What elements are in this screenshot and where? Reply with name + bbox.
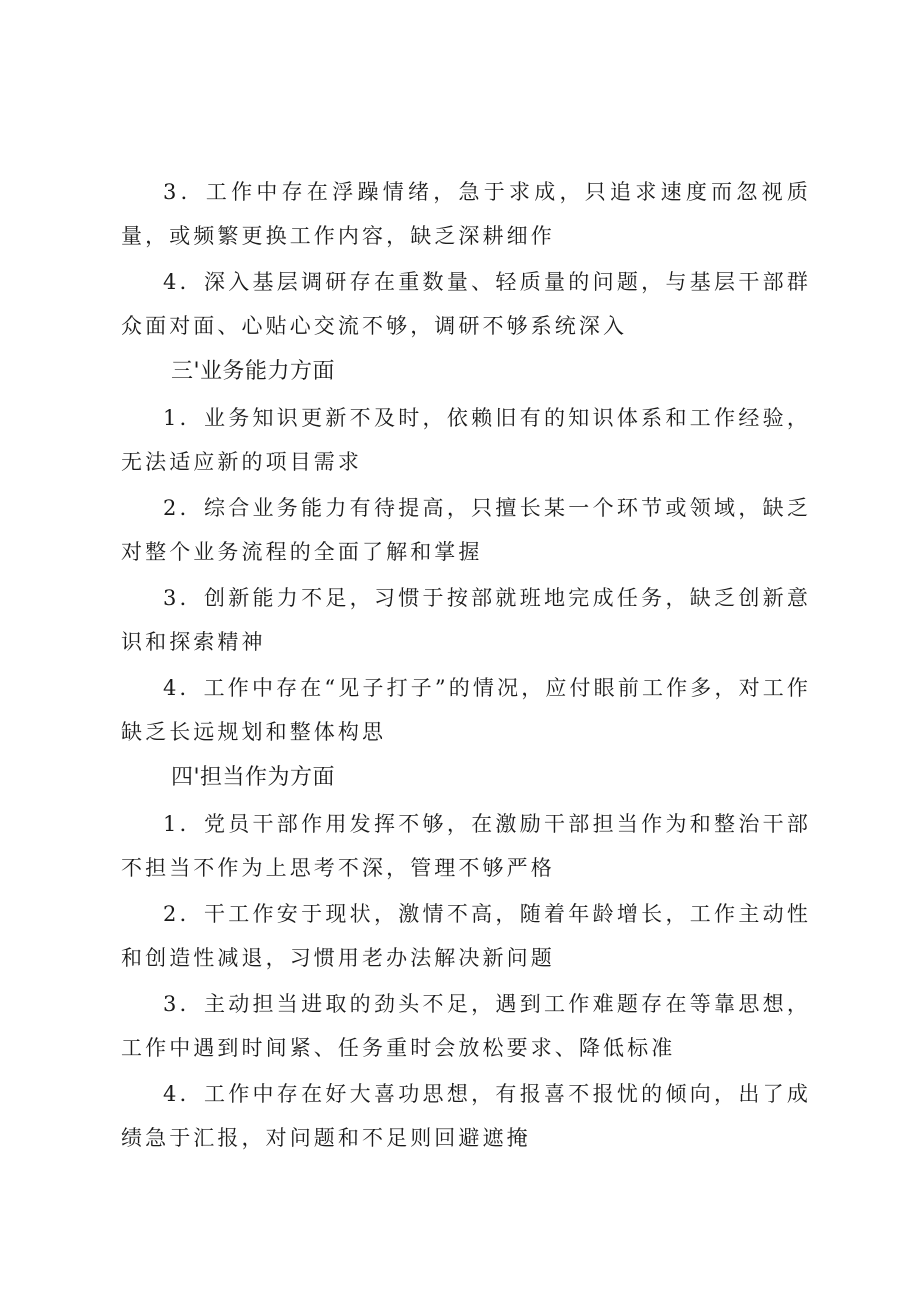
paragraph-item: 3．创新能力不足，习惯于按部就班地完成任务，缺乏创新意识和探索精神 (121, 586, 811, 654)
paragraph-item: 2．干工作安于现状，激情不高，随着年龄增长，工作主动性和创造性减退，习惯用老办法解决新问题 (121, 902, 811, 970)
paragraph-item: 4．工作中存在“见子打子”的情况，应付眼前工作多，对工作缺乏长远规划和整体构思 (121, 676, 811, 744)
document-body (121, 170, 811, 1162)
section-heading: 四'担当作为方面 (171, 765, 336, 790)
paragraph-item: 1．党员干部作用发挥不够，在激励干部担当作为和整治干部不担当不作为上思考不深，管理不够严格 (121, 812, 811, 880)
paragraph-item: 4．深入基层调研存在重数量、轻质量的问题，与基层干部群众面对面、心贴心交流不够，调研不够系统深入 (121, 270, 811, 338)
paragraph-item: 1．业务知识更新不及时，依赖旧有的知识体系和工作经验，无法适应新的项目需求 (121, 406, 811, 474)
section-heading: 三'业务能力方面 (171, 359, 336, 384)
paragraph-item: 4．工作中存在好大喜功思想，有报喜不报忧的倾向，出了成绩急于汇报，对问题和不足则回避遮掩 (121, 1082, 811, 1150)
paragraph-item: 2．综合业务能力有待提高，只擅长某一个环节或领域，缺乏对整个业务流程的全面了解和掌握 (121, 496, 811, 564)
paragraph-item: 3．工作中存在浮躁情绪，急于求成，只追求速度而忽视质量，或频繁更换工作内容，缺乏深耕细作 (121, 180, 811, 248)
paragraph-item: 3．主动担当进取的劲头不足，遇到工作难题存在等靠思想，工作中遇到时间紧、任务重时会放松要求、降低标准 (121, 992, 811, 1060)
